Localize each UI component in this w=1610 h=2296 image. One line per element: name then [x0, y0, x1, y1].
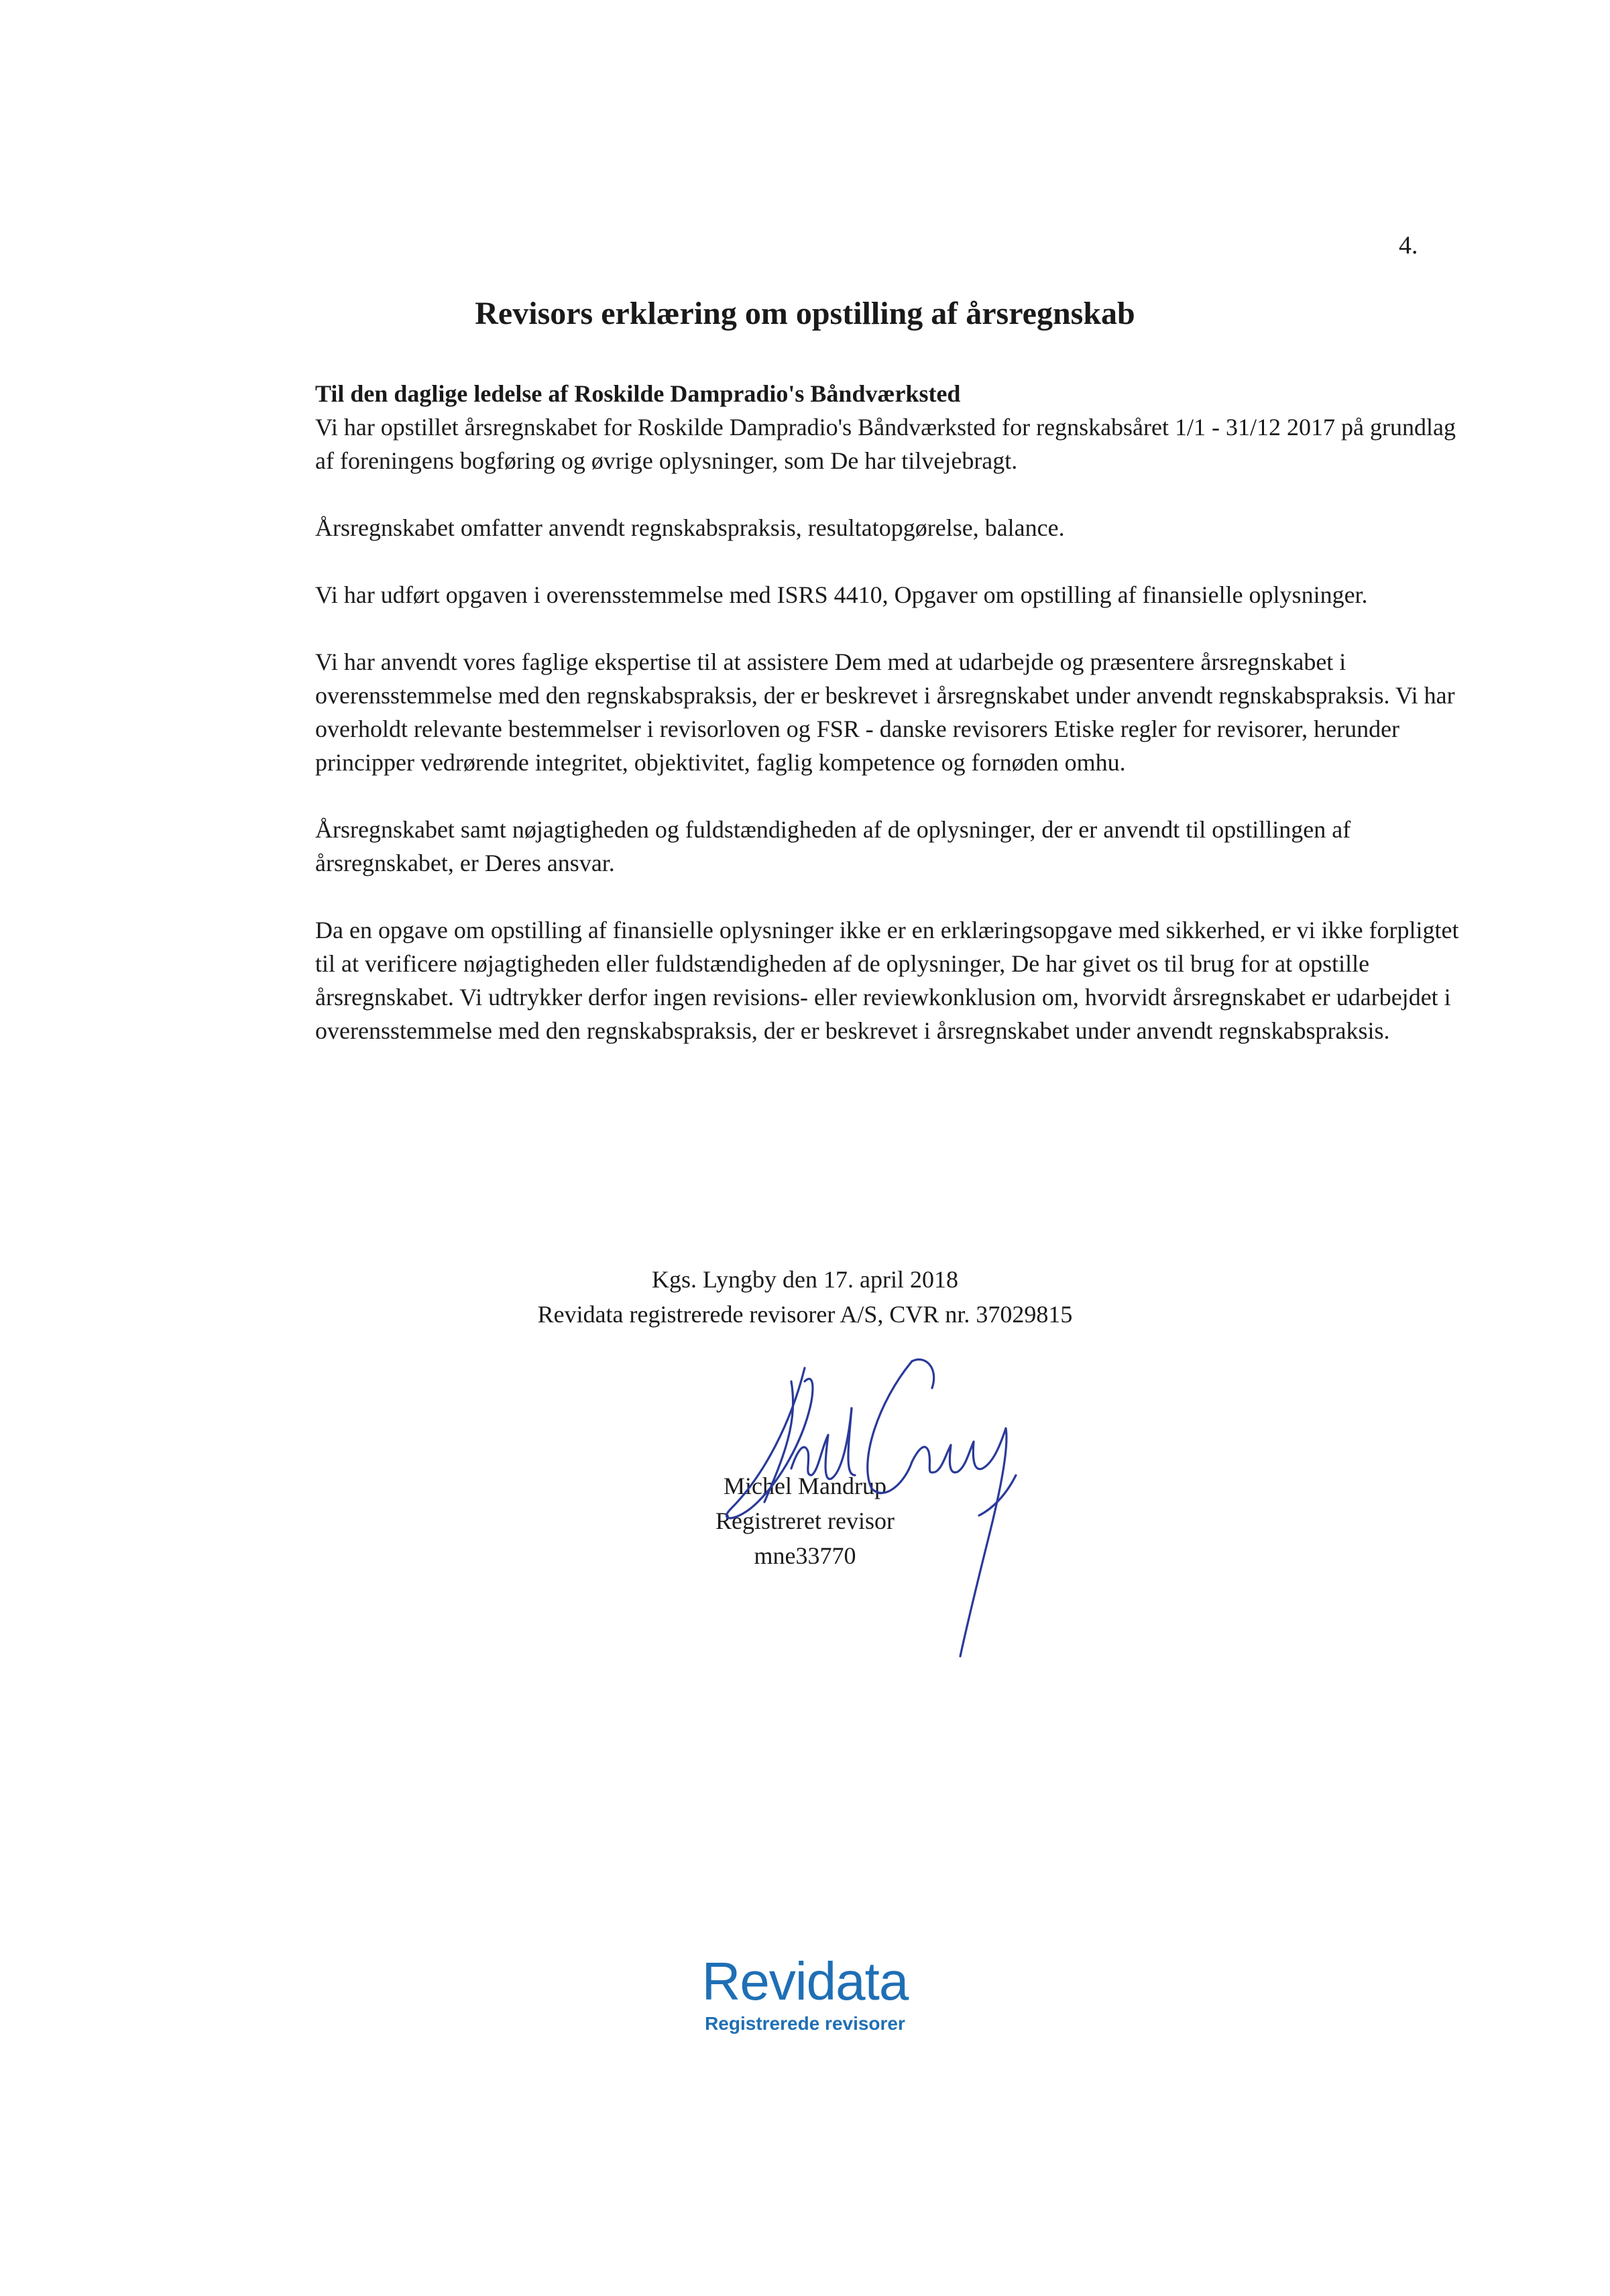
- firm-line: Revidata registrerede revisorer A/S, CVR nr. 37029815: [537, 1301, 1073, 1328]
- logo-subtitle: Registrerede revisorer: [705, 2013, 905, 2034]
- paragraph-3: Vi har udført opgaven i overensstemmelse med ISRS 4410, Opgaver om opstilling af finansielle oplysninger.: [315, 581, 1368, 608]
- page-number: 4.: [1399, 231, 1418, 260]
- document-title: Revisors erklæring om opstilling af årsregnskab: [475, 296, 1135, 331]
- paragraph-5: Årsregnskabet samt nøjagtigheden og fuldstændigheden af de oplysninger, der er anvendt til opstillingen af årsregnskabet, er Deres ansvar.: [315, 816, 1351, 876]
- paragraph-6: Da en opgave om opstilling af finansielle oplysninger ikke er en erklæringsopgave med sikkerhed, er vi ikke forpligtet til at verificere nøjagtigheden eller fuldstændigheden af de oplysninger, De har givet os til brug for at opstille årsregnskabet. Vi udtrykker derfor ingen revisions- eller reviewkonklusion om, hvorvidt årsregnskabet er udarbejdet i overensstemmelse med den regnskabspraksis, der er beskrevet i årsregnskabet under anvendt regnskabspraksis.: [315, 917, 1459, 1044]
- signoff-block: [0, 1262, 1610, 1332]
- paragraph-2: Årsregnskabet omfatter anvendt regnskabspraksis, resultatopgørelse, balance.: [315, 514, 1065, 541]
- revidata-logo: [0, 1951, 1610, 2036]
- document-body: [315, 377, 1469, 1081]
- addressee: Til den daglige ledelse af Roskilde Dampradio's Båndværksted: [315, 380, 961, 407]
- signer-id: mne33770: [754, 1542, 856, 1569]
- paragraph-4: Vi har anvendt vores faglige ekspertise til at assistere Dem med at udarbejde og præsentere årsregnskabet i overensstemmelse med den regnskabspraksis, der er beskrevet i årsregnskabet under anvendt regnskabspraksis. Vi har overholdt relevante bestemmelser i revisorloven og FSR - danske revisorers Etiske regler for revisorer, herunder principper vedrørende integritet, objektivitet, faglig kompetence og fornøden omhu.: [315, 648, 1455, 776]
- signer-role: Registreret revisor: [715, 1507, 895, 1534]
- logo-wordmark: Revidata: [701, 1951, 909, 2011]
- signer-name: Michel Mandrup: [724, 1473, 886, 1499]
- place-date: Kgs. Lyngby den 17. april 2018: [652, 1266, 958, 1293]
- handwritten-signature: [711, 1341, 1086, 1676]
- paragraph-1: Vi har opstillet årsregnskabet for Roskilde Dampradio's Båndværksted for regnskabsåret 1/1 - 31/12 2017 på grundlag af foreningens bogføring og øvrige oplysninger, som De har tilvejebragt.: [315, 414, 1456, 474]
